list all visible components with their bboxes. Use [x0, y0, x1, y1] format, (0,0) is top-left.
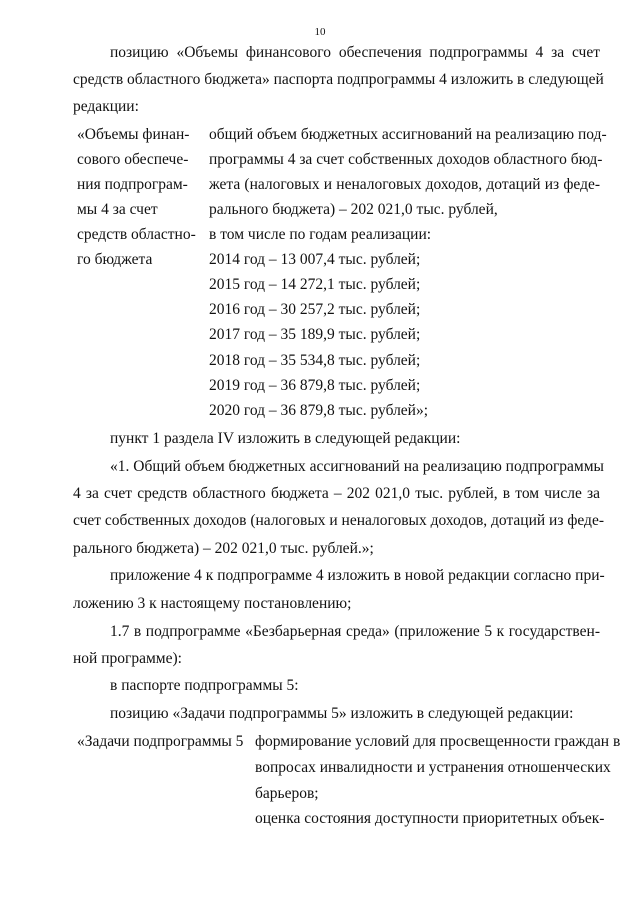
table1-right-line-2: программы 4 за счет собственных доходов областного бюд-: [209, 151, 603, 168]
table2-right-line-2: вопросах инвалидности и устранения отношенческих: [255, 759, 611, 776]
paragraph-line-4: счет собственных доходов (налоговых и неналоговых доходов, дотаций из феде-: [73, 512, 604, 529]
paragraph-line-6: приложение 4 к подпрограмме 4 изложить в новой редакции согласно при-: [110, 567, 605, 584]
table1-right-line-3: жета (налоговых и неналоговых доходов, дотаций из феде-: [209, 176, 600, 193]
page-number: 10: [314, 26, 326, 38]
paragraph-line-11: позицию «Задачи подпрограммы 5» изложить в следующей редакции:: [110, 705, 574, 722]
table2-right-line-1: формирование условий для просвещенности граждан в: [255, 733, 621, 750]
paragraph-line-3: 4 за счет средств областного бюджета – 202 021,0 тыс. рублей, в том числе за: [73, 485, 600, 502]
intro-line-1: позицию «Объемы финансового обеспечения подпрограммы 4 за счет: [110, 44, 600, 61]
paragraph-line-10: в паспорте подпрограммы 5:: [110, 677, 299, 694]
table1-left-line-3: ния подпрограм-: [77, 176, 188, 193]
table1-left-line-1: «Объемы финан-: [77, 126, 190, 143]
intro-line-2: средств областного бюджета» паспорта подпрограммы 4 изложить в следующей: [73, 71, 604, 88]
table1-right-line-5: в том числе по годам реализации:: [209, 226, 432, 243]
paragraph-line-9: ной программе):: [73, 650, 182, 667]
table1-year-2014: 2014 год – 13 007,4 тыс. рублей;: [209, 251, 421, 268]
intro-line-3: редакции:: [73, 98, 139, 115]
paragraph-line-2: «1. Общий объем бюджетных ассигнований на реализацию подпрограммы: [110, 458, 604, 475]
paragraph-line-7: ложению 3 к настоящему постановлению;: [73, 595, 352, 612]
table1-left-line-5: средств областно-: [77, 226, 196, 243]
table1-year-2019: 2019 год – 36 879,8 тыс. рублей;: [209, 377, 421, 394]
table1-year-2015: 2015 год – 14 272,1 тыс. рублей;: [209, 276, 421, 293]
paragraph-line-8: 1.7 в подпрограмме «Безбарьерная среда» (приложение 5 к государствен-: [110, 623, 600, 640]
paragraph-line-5: рального бюджета) – 202 021,0 тыс. рублей.»;: [73, 540, 374, 557]
table1-year-2020: 2020 год – 36 879,8 тыс. рублей»;: [209, 402, 429, 419]
table1-year-2016: 2016 год – 30 257,2 тыс. рублей;: [209, 301, 421, 318]
table1-left-line-2: сового обеспече-: [77, 151, 189, 168]
table1-year-2017: 2017 год – 35 189,9 тыс. рублей;: [209, 326, 421, 343]
table2-left-label: «Задачи подпрограммы 5: [77, 733, 244, 750]
paragraph-line-1: пункт 1 раздела IV изложить в следующей редакции:: [110, 430, 461, 447]
table1-left-line-6: го бюджета: [77, 251, 153, 268]
table2-right-line-4: оценка состояния доступности приоритетных объек-: [255, 810, 605, 827]
table2-right-line-3: барьеров;: [255, 785, 319, 802]
table1-year-2018: 2018 год – 35 534,8 тыс. рублей;: [209, 352, 421, 369]
table1-right-line-4: рального бюджета) – 202 021,0 тыс. рублей,: [209, 201, 498, 218]
table1-left-line-4: мы 4 за счет: [77, 201, 158, 218]
table1-right-line-1: общий объем бюджетных ассигнований на реализацию под-: [209, 126, 607, 143]
